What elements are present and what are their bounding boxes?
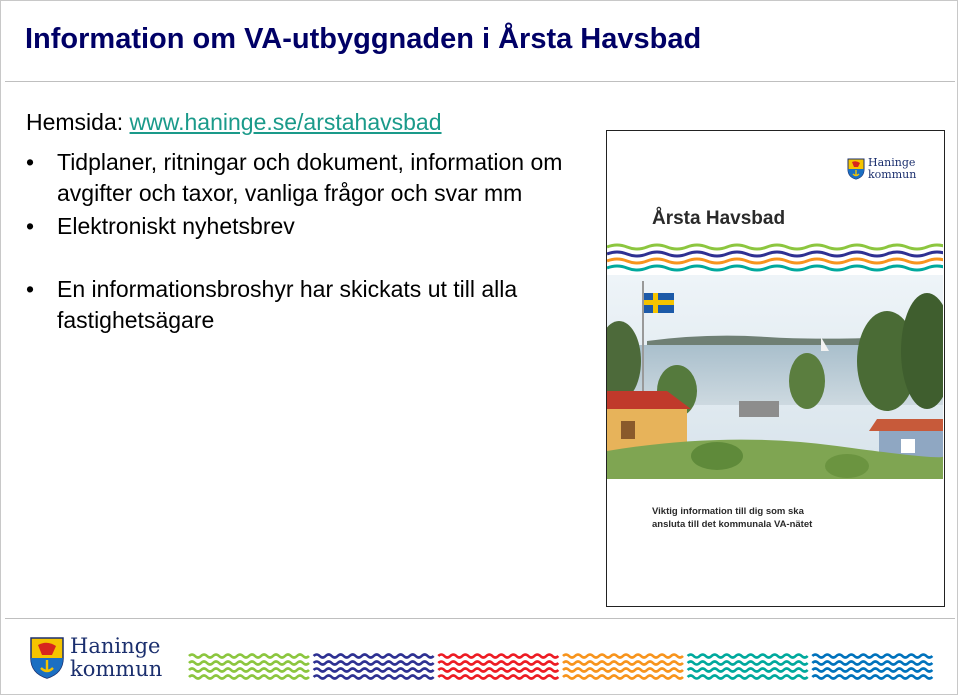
brochure-title: Årsta Havsbad <box>652 208 786 229</box>
decorative-waves <box>187 650 935 684</box>
bullet-text: En informationsbroshyr har skickats ut till alla fastighetsägare <box>57 276 518 333</box>
landscape-photo-icon <box>607 241 943 489</box>
wave-line <box>563 655 683 658</box>
footer-logo-line1: Haninge <box>70 634 161 658</box>
bullet-item <box>26 147 596 209</box>
brochure-logo-line2: kommun <box>868 168 917 181</box>
bullet-text: Tidplaner, ritningar och dokument, information om avgifter och taxor, vanliga frågor och svar mm <box>57 149 563 206</box>
wave-line <box>438 669 558 672</box>
wave-line <box>189 676 309 679</box>
brochure-info <box>652 505 812 531</box>
wave-line <box>438 655 558 658</box>
coat-of-arms-icon <box>847 158 865 180</box>
wave-line <box>314 676 434 679</box>
wave-line <box>688 662 808 665</box>
wave-line <box>812 662 932 665</box>
brochure-logo-line1: Haninge <box>868 156 916 169</box>
bullet-marker: • <box>26 149 35 175</box>
wave-line <box>314 662 434 665</box>
homepage-link[interactable]: www.haninge.se/arstahavsbad <box>129 109 442 135</box>
bullet-item <box>26 211 596 242</box>
coat-of-arms-icon <box>30 637 64 679</box>
wave-line <box>563 676 683 679</box>
homepage-label: Hemsida: <box>26 109 124 135</box>
wave-line <box>438 662 558 665</box>
wave-line <box>812 669 932 672</box>
wave-line <box>189 655 309 658</box>
wave-line <box>314 669 434 672</box>
wave-line <box>189 662 309 665</box>
brochure-info-line1: Viktig information till dig som ska <box>652 506 804 517</box>
bullet-marker: • <box>26 213 35 239</box>
wave-line <box>688 655 808 658</box>
bullet-text: Elektroniskt nyhetsbrev <box>57 213 295 239</box>
wave-line <box>812 676 932 679</box>
brochure-info-line2: ansluta till det kommunala VA-nätet <box>652 519 813 530</box>
footer-logo <box>30 635 162 681</box>
bullet-marker: • <box>26 276 35 302</box>
brochure-image <box>606 130 945 607</box>
footer-logo-line2: kommun <box>70 657 163 681</box>
slide-title: Information om VA-utbyggnaden i Årsta Havsbad <box>25 23 702 55</box>
wave-line <box>812 655 932 658</box>
wave-line <box>563 669 683 672</box>
wave-line <box>688 676 808 679</box>
wave-line <box>438 676 558 679</box>
wave-line <box>189 669 309 672</box>
wave-line <box>563 662 683 665</box>
title-divider <box>5 81 955 82</box>
homepage-line <box>26 109 442 136</box>
bullet-item <box>26 274 596 336</box>
footer-divider <box>5 618 955 619</box>
wave-line <box>688 669 808 672</box>
wave-line <box>314 655 434 658</box>
brochure-logo <box>847 157 916 181</box>
bullet-list <box>26 147 596 336</box>
